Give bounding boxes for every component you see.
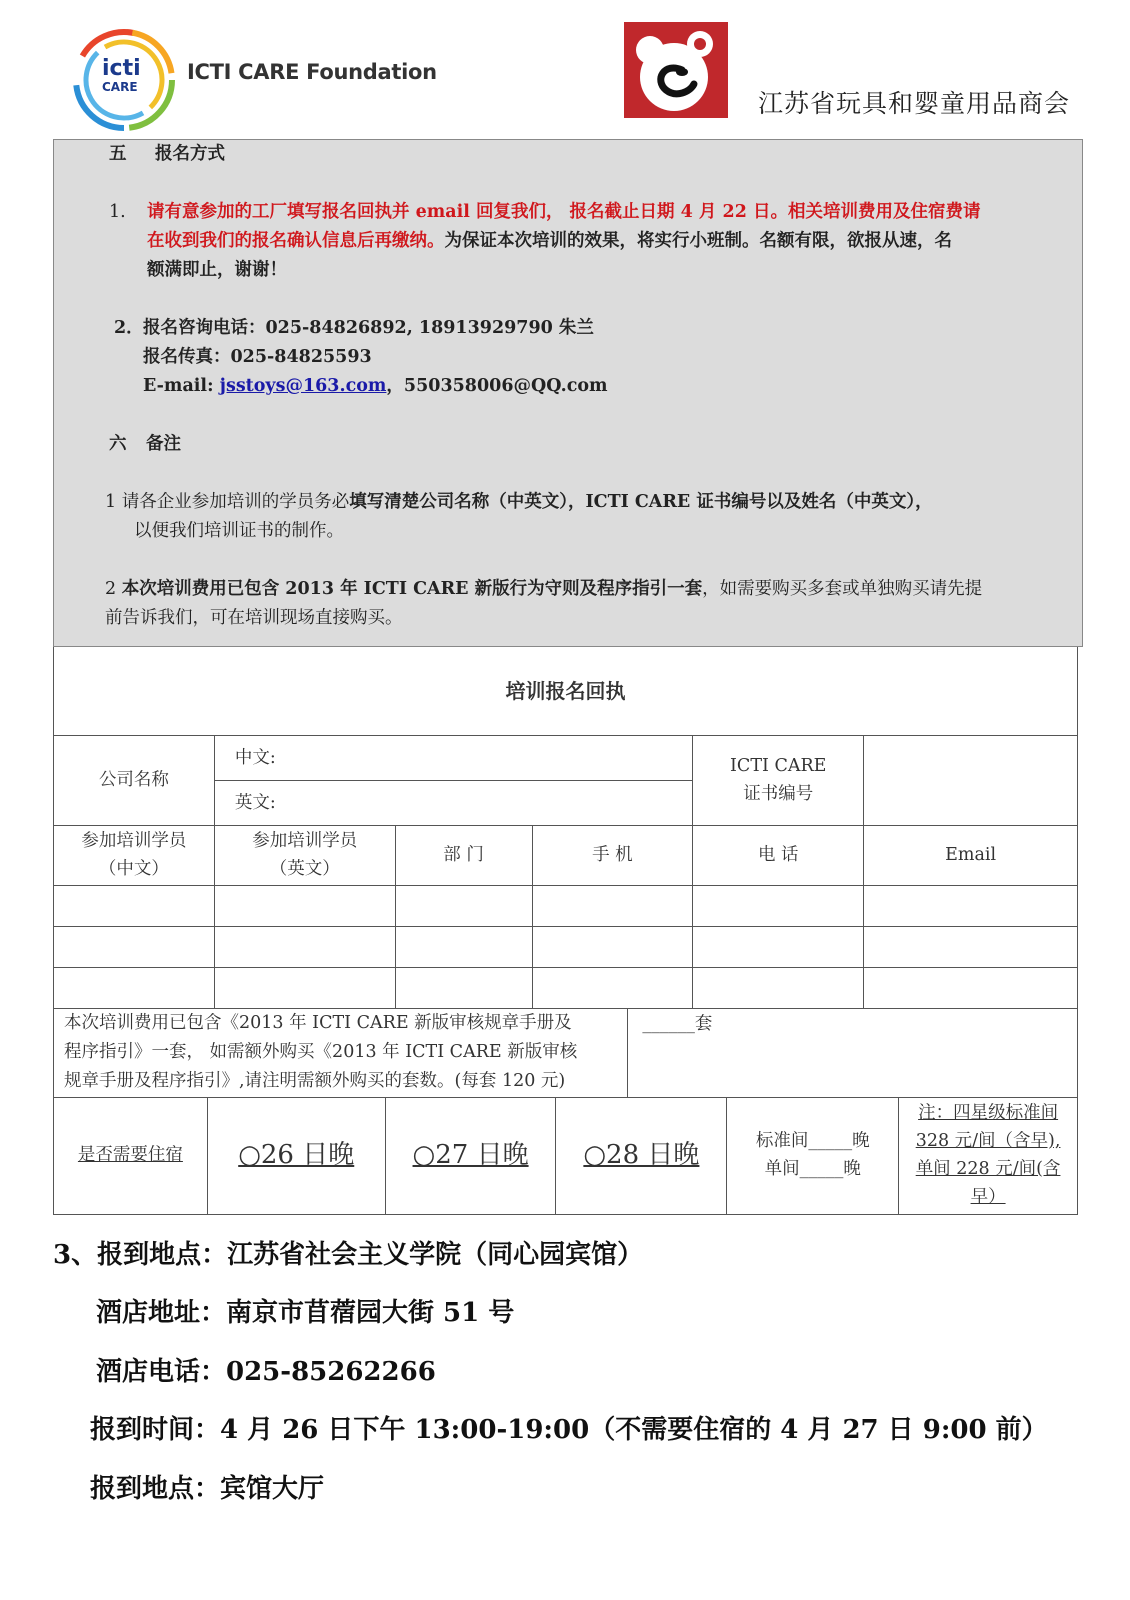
company-label: 公司名称	[54, 735, 215, 825]
registration-info-section	[53, 139, 1083, 647]
header-department: 部 门	[395, 825, 532, 885]
manual-text-line1: 本次培训费用已包含《2013 年 ICTI CARE 新版审核规章手册及	[64, 1012, 572, 1033]
note2-rest: ，如需要购买多套或单独购买请先提	[702, 579, 983, 599]
hotel-phone: 酒店电话：025-85262266	[96, 1357, 436, 1387]
email-rest: ，550358006@QQ.com	[386, 376, 608, 396]
room-standard-field[interactable]: 标准间_____晚	[755, 1131, 870, 1152]
icti-care-logo	[72, 28, 176, 132]
cell-input[interactable]	[532, 926, 693, 967]
section6-title: 备注	[146, 434, 181, 454]
room-price-note	[899, 1097, 1078, 1214]
report-location-title: 3、报到地点：江苏省社会主义学院（同心园宾馆）	[53, 1240, 644, 1270]
cell-input[interactable]	[864, 926, 1078, 967]
note1-text-c: 以便我们培训证书的制作。	[134, 521, 344, 541]
item1-text-c: 额满即止，谢谢！	[147, 260, 287, 280]
icti-logo-text-top: icti	[102, 56, 141, 81]
cell-input[interactable]	[864, 885, 1078, 926]
item1-number: 1.	[109, 202, 126, 222]
cell-input[interactable]	[532, 967, 693, 1008]
header-email: Email	[864, 825, 1078, 885]
room-note-line3: 单间 228 元/间(含	[915, 1159, 1061, 1180]
report-time: 报到时间：4 月 26 日下午 13:00-19:00（不需要住宿的 4 月 27 日 9:00 前）	[90, 1415, 1048, 1445]
room-type-fields[interactable]	[727, 1097, 899, 1214]
section5-number: 五	[109, 144, 127, 164]
table-row	[54, 926, 1078, 967]
report-place: 报到地点：宾馆大厅	[90, 1474, 325, 1504]
manual-text-line3: 规章手册及程序指引》,请注明需额外购买的套数。(每套 120 元)	[64, 1070, 566, 1091]
email-link[interactable]: jsstoys@163.com	[219, 376, 387, 396]
note1-text-a: 1 请各企业参加培训的学员务必	[105, 492, 350, 512]
bear-logo	[624, 22, 728, 118]
header-name-en-l2: （英文）	[269, 859, 340, 879]
form-title: 培训报名回执	[54, 647, 1078, 735]
email-label: E-mail:	[143, 376, 220, 396]
manual-quantity-field[interactable]: ______套	[628, 1008, 1078, 1097]
cert-label-line2: 证书编号	[743, 784, 814, 804]
note2-text-c: 前告诉我们，可在培训现场直接购买。	[105, 608, 403, 628]
cell-input[interactable]	[395, 885, 532, 926]
cell-input[interactable]	[54, 885, 215, 926]
company-en-field[interactable]: 英文:	[214, 780, 692, 825]
header-name-en	[214, 825, 395, 885]
room-single-field[interactable]: 单间_____晚	[764, 1159, 861, 1180]
cell-input[interactable]	[54, 967, 215, 1008]
manual-text-line2: 程序指引》一套， 如需额外购买《2013 年 ICTI CARE 新版审核	[64, 1041, 578, 1062]
note2-bold: 本次培训费用已包含 2013 年 ICTI CARE 新版行为守则及程序指引一套	[121, 579, 703, 599]
header-phone: 电 话	[693, 825, 864, 885]
section5-title: 报名方式	[155, 144, 225, 164]
note2-number: 2	[105, 579, 122, 599]
lodging-label: 是否需要住宿	[54, 1097, 208, 1214]
room-note-line2: 328 元/间（含早),	[915, 1131, 1061, 1152]
cell-input[interactable]	[693, 967, 864, 1008]
item1-text-b-red: 在收到我们的报名确认信息后再缴纳。	[147, 231, 445, 251]
company-cn-field[interactable]: 中文:	[214, 735, 692, 780]
header-mobile: 手 机	[532, 825, 693, 885]
note1-text-b: 填写清楚公司名称（中英文），ICTI CARE 证书编号以及姓名（中英文），	[349, 492, 933, 512]
cell-input[interactable]	[395, 967, 532, 1008]
cell-input[interactable]	[54, 926, 215, 967]
form-top-table	[53, 647, 1078, 1009]
cell-input[interactable]	[532, 885, 693, 926]
night-26-option[interactable]: ○26 日晚	[207, 1097, 385, 1214]
manual-purchase-table	[53, 1008, 1078, 1098]
hotel-address: 酒店地址：南京市苜蓿园大街 51 号	[96, 1298, 515, 1328]
header-name-en-l1: 参加培训学员	[252, 831, 358, 851]
header-name-cn	[54, 825, 215, 885]
room-note-line1: 注：四星级标准间	[918, 1103, 1059, 1124]
cell-input[interactable]	[214, 967, 395, 1008]
item1-text-a: 请有意参加的工厂填写报名回执并 email 回复我们， 报名截止日期 4 月 22 日。相关培训费用及住宿费请	[147, 202, 981, 222]
item2-fax: 报名传真：025-84825593	[143, 347, 372, 367]
cell-input[interactable]	[395, 926, 532, 967]
table-row	[54, 885, 1078, 926]
item2-phone: 报名咨询电话：025-84826892, 18913929790 朱兰	[143, 318, 594, 338]
table-row	[54, 967, 1078, 1008]
manual-purchase-text	[54, 1008, 628, 1097]
item2-number: 2．	[114, 318, 144, 338]
icti-logo-text-bottom: CARE	[102, 80, 138, 94]
header-name-cn-l2: （中文）	[98, 859, 169, 879]
association-name: 江苏省玩具和婴童用品商会	[758, 89, 1071, 118]
section6-number: 六	[109, 434, 127, 454]
cert-number-field[interactable]	[864, 735, 1078, 825]
night-27-option[interactable]: ○27 日晚	[385, 1097, 556, 1214]
header-name-cn-l1: 参加培训学员	[81, 831, 187, 851]
cell-input[interactable]	[864, 967, 1078, 1008]
room-note-line4: 早）	[970, 1187, 1006, 1208]
lodging-table	[53, 1097, 1078, 1215]
cell-input[interactable]	[693, 885, 864, 926]
cell-input[interactable]	[214, 885, 395, 926]
cert-label-line1: ICTI CARE	[730, 756, 827, 776]
cell-input[interactable]	[214, 926, 395, 967]
item1-text-b: 为保证本次培训的效果，将实行小班制。名额有限，欲报从速，名	[444, 231, 952, 251]
night-28-option[interactable]: ○28 日晚	[556, 1097, 727, 1214]
cell-input[interactable]	[693, 926, 864, 967]
cert-label	[693, 735, 864, 825]
icti-foundation-title: ICTI CARE Foundation	[187, 60, 437, 84]
